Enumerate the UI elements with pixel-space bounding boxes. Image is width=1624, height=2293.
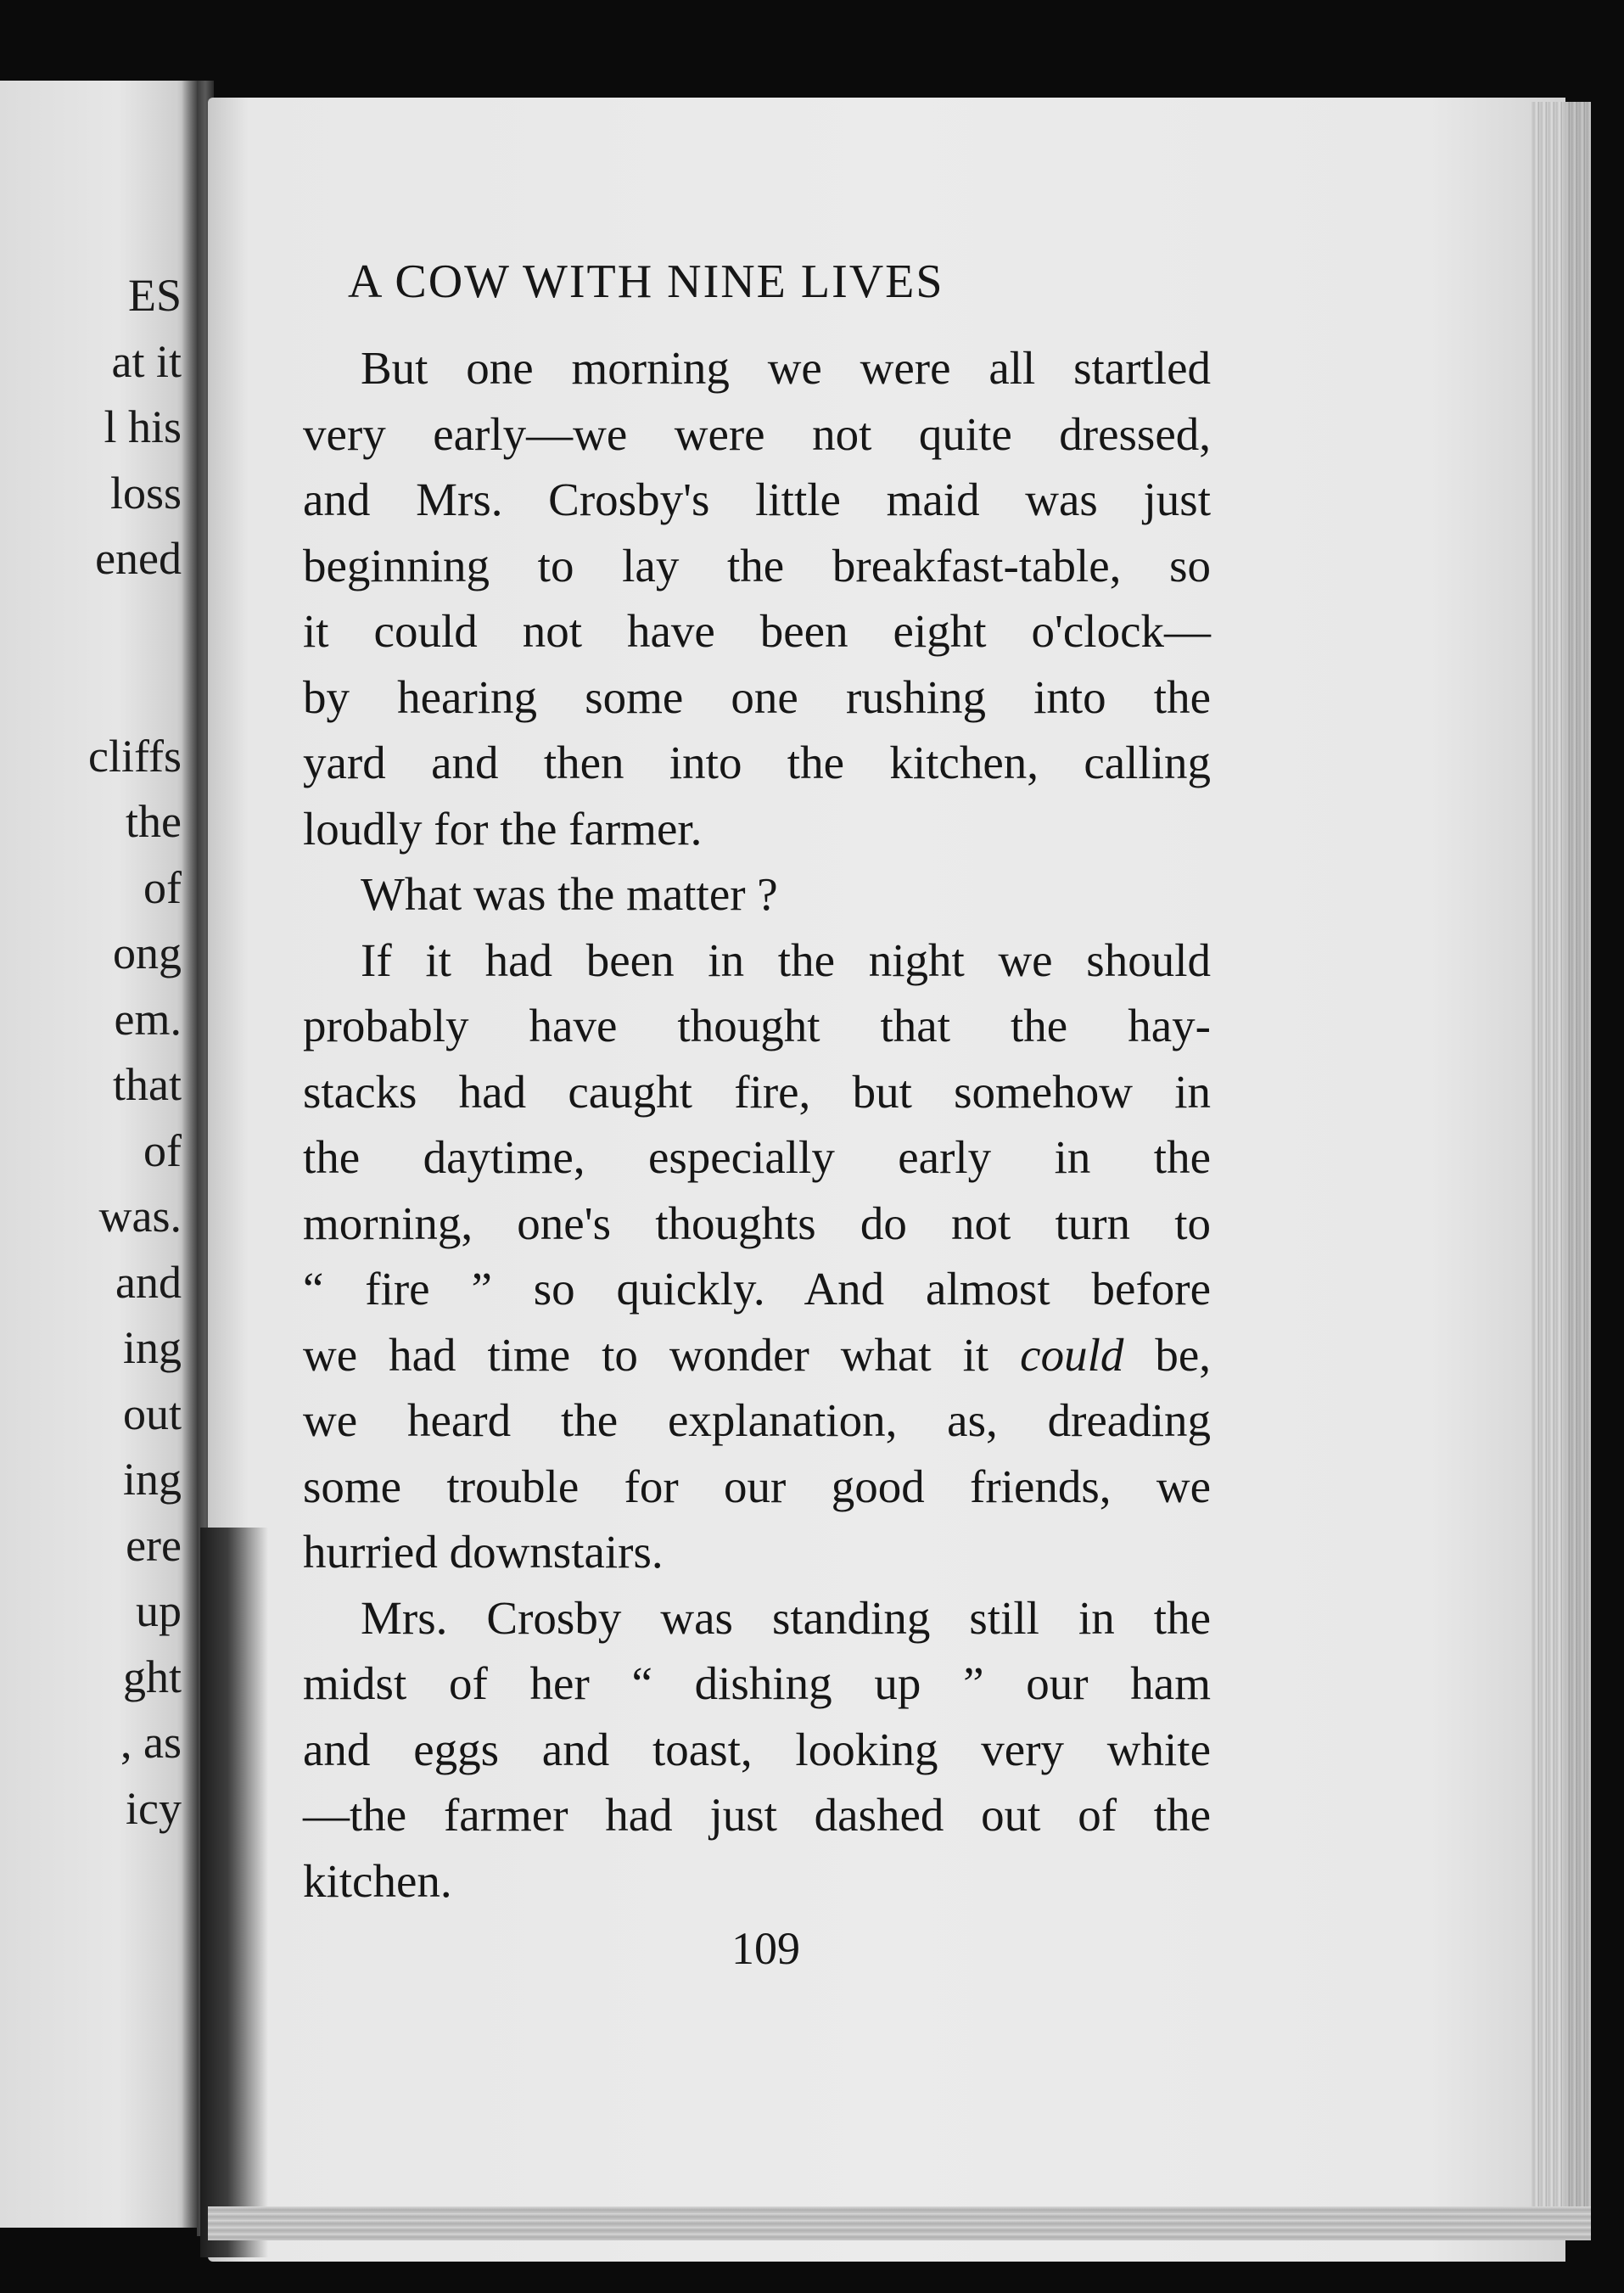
emphasis: could	[1020, 1328, 1124, 1381]
text-line: we had time to wonder what it could be,	[303, 1328, 1211, 1381]
page-edges-bottom	[208, 2206, 1591, 2240]
previous-page-line: ing	[122, 1322, 182, 1373]
previous-page-line: ere	[126, 1519, 182, 1571]
text-line: we heard the explanation, as, dreading	[303, 1394, 1211, 1446]
previous-page-line: cliffs	[88, 730, 182, 782]
text-line: loudly for the farmer.	[303, 802, 703, 855]
text-line: If it had been in the night we should	[361, 933, 1211, 986]
previous-page-line: em.	[114, 993, 182, 1045]
text-line: kitchen.	[303, 1854, 452, 1907]
text-line: stacks had caught fire, but somehow in	[303, 1065, 1211, 1118]
previous-page-line: of	[143, 861, 182, 913]
text-line: and Mrs. Crosby's little maid was just	[303, 474, 1211, 525]
text-line: very early—we were not quite dressed,	[303, 407, 1211, 460]
page-number: 109	[731, 1923, 800, 1974]
previous-page-line: was.	[98, 1191, 182, 1242]
spine-shadow	[200, 1528, 268, 2257]
text-line: —the farmer had just dashed out of the	[303, 1789, 1211, 1841]
gutter-shadow	[182, 81, 197, 2228]
previous-page-line: ing	[122, 1454, 182, 1505]
running-head: A COW WITH NINE LIVES	[348, 255, 944, 308]
previous-page-line: and	[115, 1256, 182, 1308]
previous-page-line: out	[122, 1388, 182, 1439]
text-line: What was the matter ?	[361, 868, 778, 920]
text-line: hurried downstairs.	[303, 1526, 664, 1578]
previous-page-line: icy	[126, 1782, 182, 1834]
previous-page-line: , as	[120, 1717, 182, 1768]
text-line: by hearing some one rushing into the	[303, 670, 1211, 723]
previous-page	[0, 81, 197, 2228]
previous-page-line: ES	[127, 270, 182, 321]
page-body	[303, 335, 1211, 1914]
previous-page-line: loss	[109, 467, 182, 519]
text-line: But one morning we were all startled	[361, 342, 1211, 394]
previous-page-line: of	[143, 1124, 182, 1176]
previous-page-line: ght	[122, 1651, 182, 1702]
previous-page-line: up	[136, 1585, 182, 1636]
previous-page-line: the	[126, 796, 182, 847]
previous-page-text	[0, 263, 182, 1842]
text-line: Mrs. Crosby was standing still in the	[361, 1591, 1211, 1644]
previous-page-line: at it	[111, 335, 182, 387]
text-line: yard and then into the kitchen, calling	[303, 737, 1211, 788]
text-line: probably have thought that the hay-	[303, 1000, 1211, 1051]
previous-page-line: ened	[95, 533, 182, 584]
previous-page-line: l his	[104, 401, 182, 452]
text-line: beginning to lay the breakfast-table, so	[303, 539, 1211, 591]
text-line: it could not have been eight o'clock—	[303, 605, 1211, 657]
previous-page-line: ong	[113, 928, 182, 978]
previous-page-line	[0, 592, 182, 724]
page-edges-right	[1532, 102, 1591, 2223]
text-line: some trouble for our good friends, we	[303, 1460, 1211, 1512]
previous-page-line: that	[113, 1059, 182, 1110]
text-line: morning, one's thoughts do not turn to	[303, 1197, 1211, 1249]
text-line: midst of her “ dishing up ” our ham	[303, 1657, 1211, 1709]
text-line: “ fire ” so quickly. And almost before	[303, 1263, 1211, 1315]
text-line: and eggs and toast, looking very white	[303, 1723, 1211, 1775]
text-line: the daytime, especially early in the	[303, 1131, 1211, 1183]
